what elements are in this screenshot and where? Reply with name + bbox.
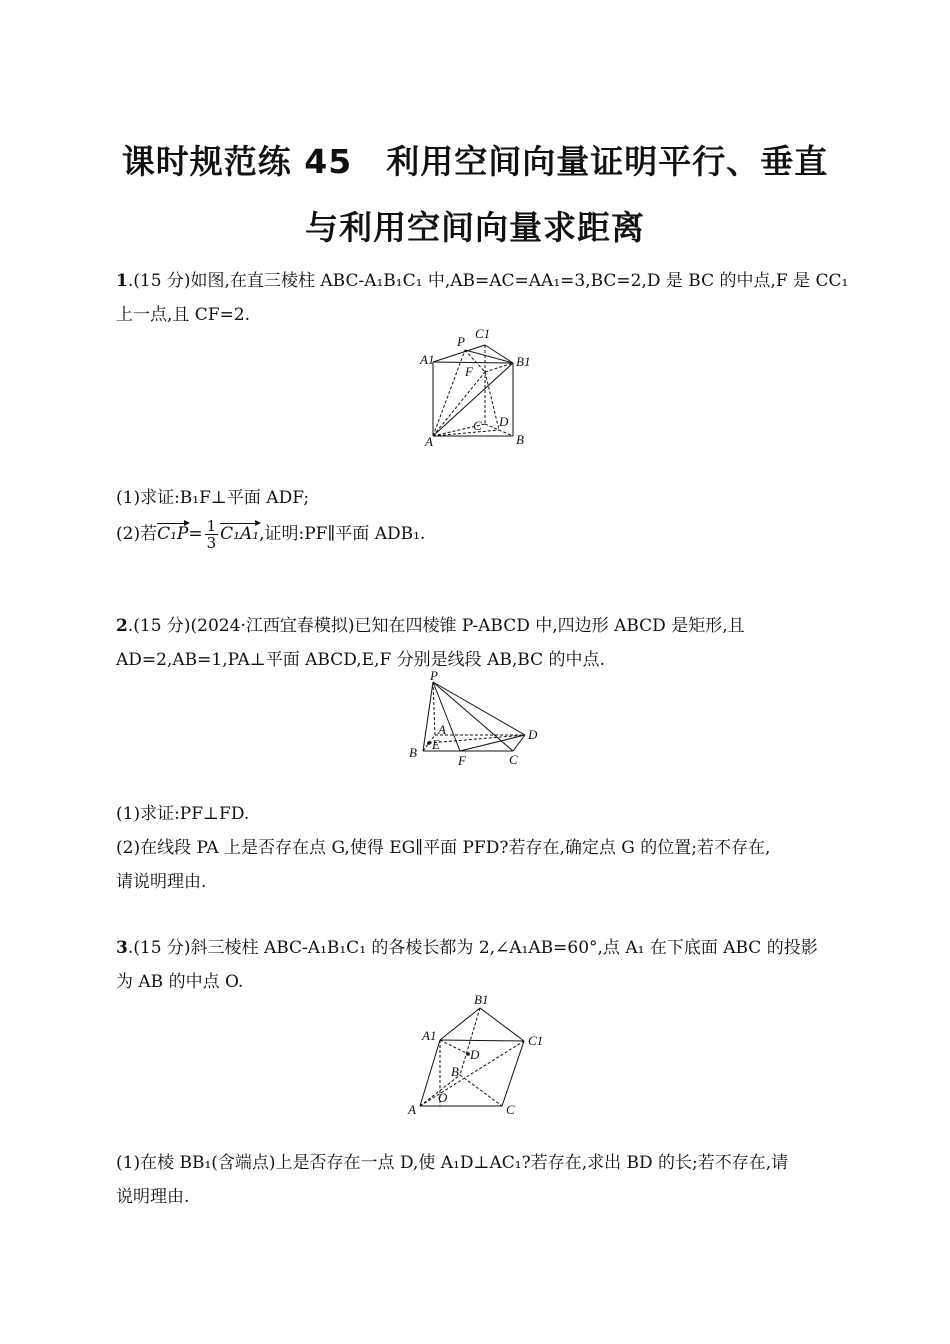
label-B: B bbox=[451, 1064, 459, 1079]
label-A: A bbox=[425, 434, 433, 449]
label-C: C bbox=[509, 752, 518, 767]
vector-c1a1: C₁A₁ bbox=[220, 524, 260, 544]
label-B: B bbox=[516, 432, 524, 447]
label-A1: A1 bbox=[420, 352, 435, 367]
problem3-text-line2: 为 AB 的中点 O. bbox=[116, 972, 244, 992]
equals-sign: = bbox=[188, 524, 203, 544]
figure-oblique-prism-3 bbox=[402, 990, 557, 1120]
vector-c1p: C₁P bbox=[157, 524, 189, 544]
label-P: P bbox=[430, 668, 438, 683]
problem3-text-line1: .(15 分)斜三棱柱 ABC-A₁B₁C₁ 的各棱长都为 2,∠A₁AB=60°,点 A₁ 在下底面 ABC 的投影 bbox=[127, 938, 818, 958]
problem1-number: 1 bbox=[116, 271, 128, 291]
problem2-part2-line1: (2)在线段 PA 上是否存在点 G,使得 EG∥平面 PFD?若存在,确定点 G 的位置;若不存在, bbox=[116, 838, 771, 858]
label-D: D bbox=[499, 414, 509, 429]
label-B: B bbox=[409, 745, 417, 760]
label-C: C bbox=[473, 418, 482, 433]
problem1-part2 bbox=[116, 518, 425, 551]
problem2-text-line1: .(15 分)(2024·江西宜春模拟)已知在四棱锥 P-ABCD 中,四边形 ABCD 是矩形,且 bbox=[127, 616, 745, 636]
label-A: A bbox=[438, 722, 446, 737]
label-B1: B1 bbox=[516, 354, 531, 369]
figure-pyramid-2 bbox=[405, 668, 550, 768]
problem1-part2-suffix: ,证明:PF∥平面 ADB₁. bbox=[259, 524, 426, 544]
problem1-text-line2: 上一点,且 CF=2. bbox=[116, 305, 251, 325]
label-D: D bbox=[528, 727, 538, 742]
problem1-intro bbox=[116, 266, 848, 291]
problem2-part1: (1)求证:PF⊥FD. bbox=[116, 804, 250, 824]
page-title-line2: 与利用空间向量求距离 bbox=[305, 208, 645, 247]
label-C1: C1 bbox=[475, 326, 491, 341]
label-D: D bbox=[470, 1047, 480, 1062]
label-C: C bbox=[506, 1102, 515, 1117]
problem3-part1-line1: (1)在棱 BB₁(含端点)上是否存在一点 D,使 A₁D⊥AC₁?若存在,求出 BD 的长;若不存在,请 bbox=[116, 1153, 789, 1173]
label-A1: A1 bbox=[422, 1028, 437, 1043]
label-P: P bbox=[457, 334, 465, 349]
label-C1: C1 bbox=[528, 1033, 544, 1048]
problem2-number: 2 bbox=[116, 616, 128, 636]
problem1-part2-prefix: (2)若 bbox=[116, 524, 158, 544]
problem2-intro bbox=[116, 611, 745, 636]
label-F: F bbox=[458, 753, 466, 768]
fraction-one-third bbox=[205, 518, 219, 551]
fraction-denominator: 3 bbox=[206, 534, 217, 552]
problem2-text-line2: AD=2,AB=1,PA⊥平面 ABCD,E,F 分别是线段 AB,BC 的中点. bbox=[116, 650, 605, 670]
label-B1: B1 bbox=[474, 992, 489, 1007]
problem3-number: 3 bbox=[116, 938, 128, 958]
problem3-part1-line2: 说明理由. bbox=[116, 1187, 190, 1207]
problem1-part1: (1)求证:B₁F⊥平面 ADF; bbox=[116, 488, 310, 508]
problem2-part2-line2: 请说明理由. bbox=[116, 872, 207, 892]
figure-prism-1 bbox=[415, 322, 535, 452]
page-title-line1: 课时规范练 45 利用空间向量证明平行、垂直 bbox=[121, 142, 829, 181]
label-F: F bbox=[465, 364, 473, 379]
problem1-text-line1: .(15 分)如图,在直三棱柱 ABC-A₁B₁C₁ 中,AB=AC=AA₁=3,BC=2,D 是 BC 的中点,F 是 CC₁ bbox=[127, 271, 849, 291]
fraction-numerator: 1 bbox=[206, 517, 217, 535]
label-O: O bbox=[438, 1090, 448, 1105]
label-A: A bbox=[408, 1102, 416, 1117]
label-E: E bbox=[432, 737, 440, 752]
problem3-intro bbox=[116, 933, 818, 958]
